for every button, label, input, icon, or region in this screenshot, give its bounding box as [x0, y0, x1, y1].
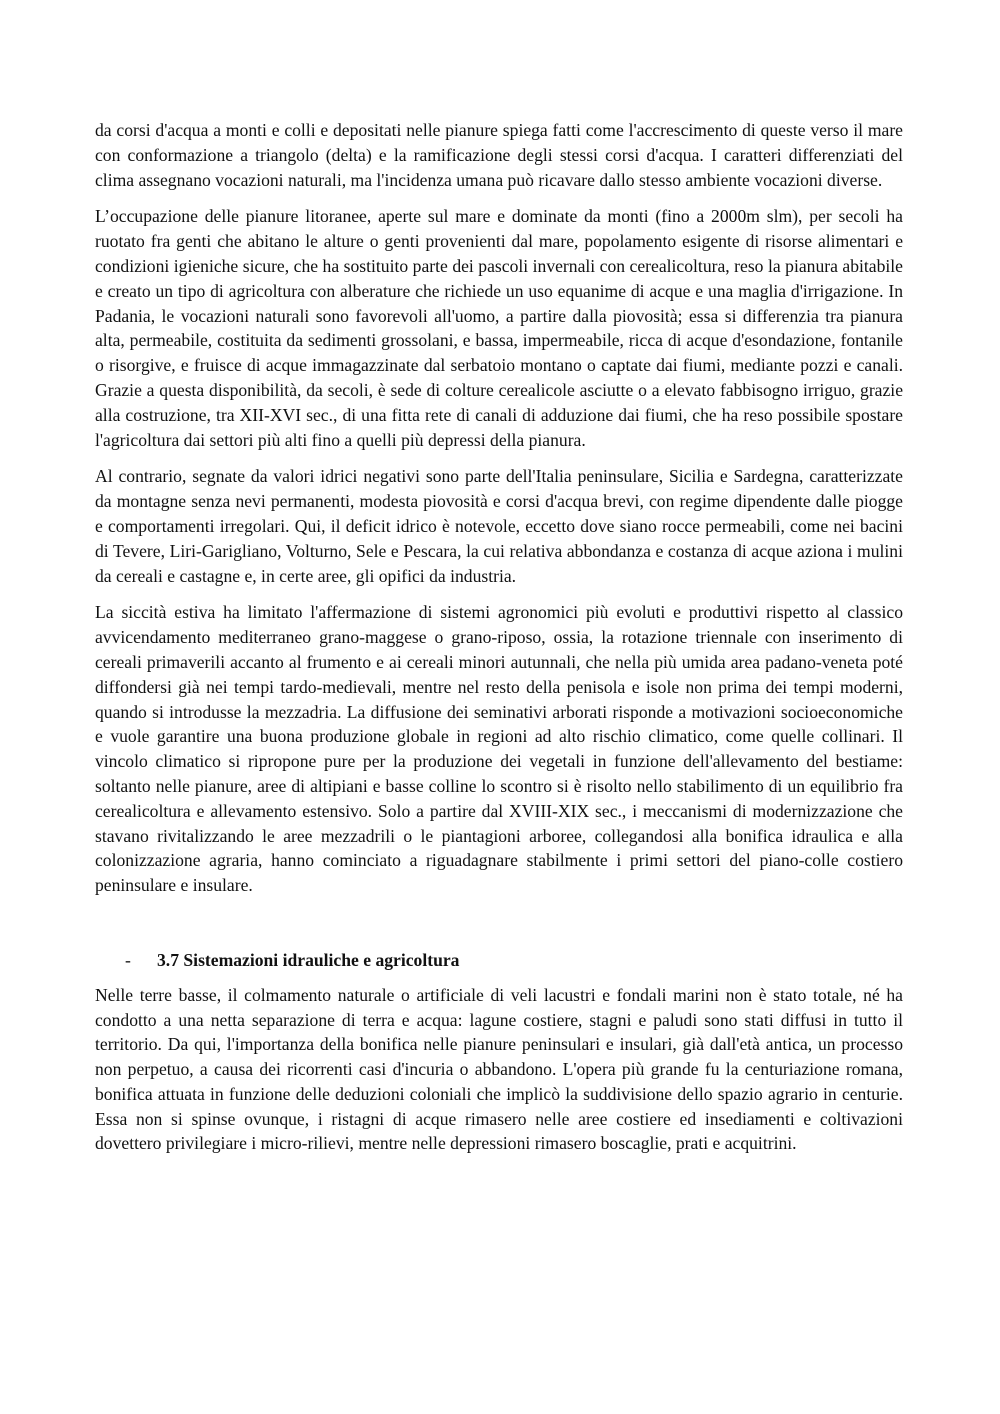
section-title: 3.7 Sistemazioni idrauliche e agricoltura [157, 949, 460, 970]
paragraph-water-deficit: Al contrario, segnate da valori idrici negativi sono parte dell'Italia peninsulare, Sicilia e Sardegna, caratterizzate da montagne senza nevi permanenti, modesta piovosità e corsi d'acqua brevi, con regime dipendente dalle piogge e comportamenti irregolari. Qui, il deficit idrico è notevole, eccetto dove siano rocce permeabili, come nei bacini di Tevere, Liri-Garigliano, Volturno, Sele e Pescara, la cui relativa abbondanza e costanza di acque aziona i mulini da cereali e castagne e, in certe aree, gli opifici da industria. [95, 466, 903, 586]
paragraph-lowlands: Nelle terre basse, il colmamento naturale o artificiale di veli lacustri e fondali marini non è stato totale, né ha condotto a una netta separazione di terra e acqua: lagune costiere, stagni e paludi sono stati diffusi in tutto il territorio. Da qui, l'importanza della bonifica nelle pianure peninsulari e insulari, già dall'età antica, un processo non perpetuo, a causa dei ricorrenti casi d'incuria o abbandono. L'opera più grande fu la centuriazione romana, bonifica attuata in funzione delle deduzioni coloniali che implicò la suddivisione dello spazio agrario in centurie. Essa non si spinse ovunque, i ristagni di acque rimasero nelle aree costiere ed insediamenti e coltivazioni dovettero privilegiare i micro-rilievi, mentre nelle depressioni rimasero boscaglie, prati e acquitrini. [95, 984, 903, 1154]
document-page [95, 118, 903, 1168]
heading-bullet: - [125, 949, 131, 970]
paragraph-coastal-plains: L’occupazione delle pianure litoranee, aperte sul mare e dominate da monti (fino a 2000m slm), per secoli ha ruotato fra genti che abitano le alture o genti provenienti dal mare, popolamento esigente di risorse alimentari e condizioni igieniche sicure, che ha sostituito parte dei pascoli invernali con cerealicoltura, reso la pianura abitabile e creato un tipo di agricoltura con alberature che richiede un uso equanime di acque e una maglia d'irrigazione. In Padania, le vocazioni naturali sono favorevoli all'uomo, a partire dalla piovosità; essa si differenzia tra pianura alta, permeabile, costituita da sedimenti grossolani, e bassa, impermeabile, ricca di acque d'esondazione, fontanile o risorgive, e fruisce di acque immagazzinate dal serbatoio montano o captate dai fiumi, mediante pozzi e canali. Grazie a questa disponibilità, da secoli, è sede di colture cerealicole asciutte o a elevato fabbisogno irriguo, grazie alla costruzione, tra XII-XVI sec., di una fitta rete di canali di adduzione dai fiumi, che ha reso possibile spostare l'agricoltura dai settori più alti fino a quelli più depressi della pianura. [95, 206, 903, 450]
section-heading [95, 948, 903, 973]
paragraph-delta: da corsi d'acqua a monti e colli e depositati nelle pianure spiega fatti come l'accrescimento di queste verso il mare con conformazione a triangolo (delta) e la ramificazione degli stessi corsi d'acqua. I caratteri differenziati del clima assegnano vocazioni naturali, ma l'incidenza umana può ricavare dallo stesso ambiente vocazioni diverse. [95, 120, 903, 190]
paragraph-summer-drought: La siccità estiva ha limitato l'affermazione di sistemi agronomici più evoluti e produttivi rispetto al classico avvicendamento mediterraneo grano-maggese o grano-riposo, ossia, la rotazione triennale con inserimento di cereali primaverili accanto al frumento e ai cereali minori autunnali, che nella più umida area padano-veneta poté diffondersi già nei tempi tardo-medievali, mentre nel resto della penisola e isole non prima dei tempi moderni, quando si introdusse la mezzadria. La diffusione dei seminativi arborati risponde a motivazioni socioeconomiche e vuole garantire una buona produzione globale in regioni ad alto rischio climatico, come quelle collinari. Il vincolo climatico si ripropone pure per la produzione dei vegetali in funzione dell'allevamento del bestiame: soltanto nelle pianure, aree di altipiani e basse colline lo scontro si è risolto nello stabilimento di un equilibrio fra cerealicoltura e allevamento estensivo. Solo a partire dal XVIII-XIX sec., i meccanismi di modernizzazione che stavano rivitalizzando le aree mezzadrili o le piantagioni arboree, collegandosi alla bonifica idraulica e alla colonizzazione agraria, hanno cominciato a riguadagnare stabilmente i primi settori del piano-colle costiero peninsulare e insulare. [95, 602, 903, 896]
